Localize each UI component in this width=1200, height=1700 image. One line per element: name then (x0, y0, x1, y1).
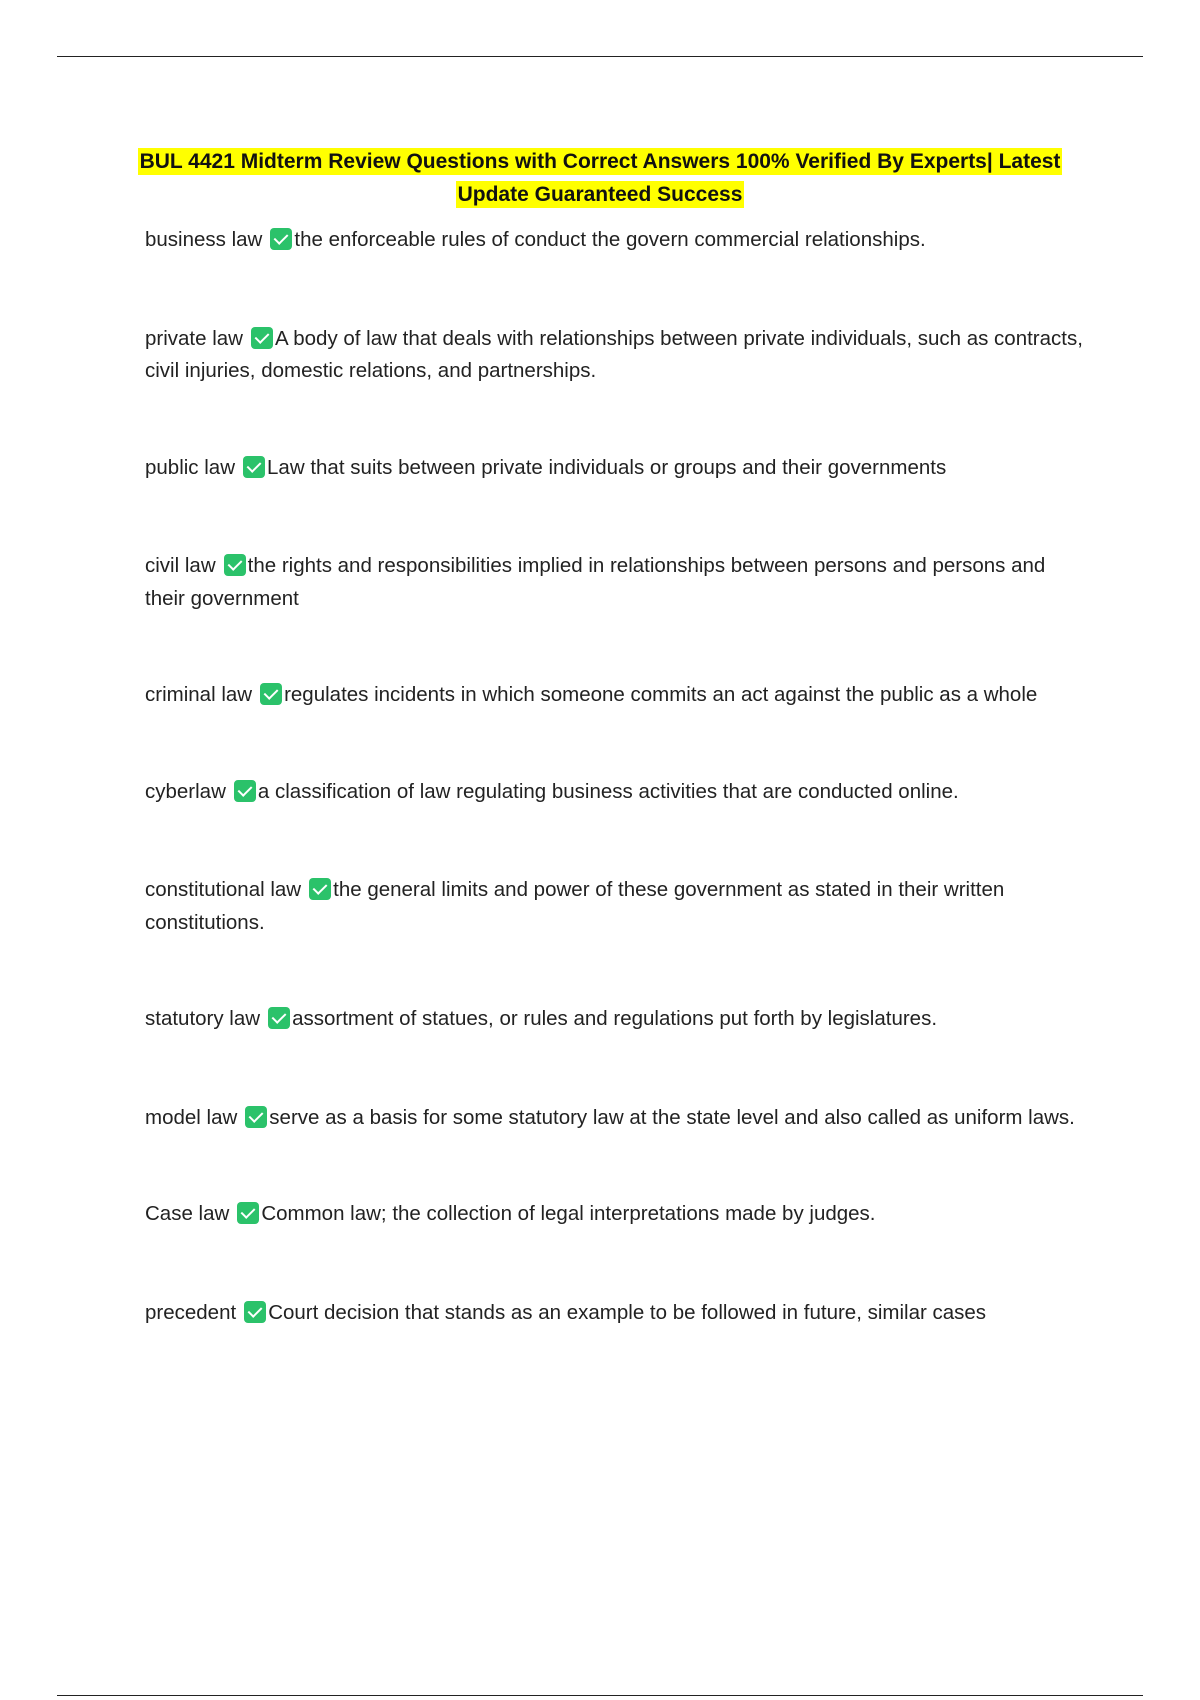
entry-definition: Common law; the collection of legal interpretations made by judges. (261, 1202, 876, 1225)
check-icon (234, 780, 256, 802)
qa-entry-public-law (145, 452, 1090, 485)
qa-entry-criminal-law (145, 679, 1090, 712)
qa-entry-precedent (145, 1297, 1090, 1330)
title-highlight: BUL 4421 Midterm Review Questions with Correct Answers 100% Verified By Experts| Latest Update Guaranteed Success (139, 150, 1061, 206)
qa-entry-private-law (145, 323, 1090, 388)
entry-definition: the rights and responsibilities implied in relationships between persons and persons and their government (145, 554, 1046, 610)
entry-definition: serve as a basis for some statutory law at the state level and also called as uniform laws. (269, 1105, 1075, 1129)
entry-definition: assortment of statues, or rules and regulations put forth by legislatures. (292, 1007, 938, 1030)
entry-term: constitutional law (145, 878, 302, 901)
bottom-divider (57, 1695, 1143, 1696)
entry-definition: A body of law that deals with relationships between private individuals, such as contracts, civil injuries, domestic relations, and partnerships. (145, 326, 1083, 382)
qa-list (145, 224, 1090, 1395)
check-icon (224, 554, 246, 576)
check-icon (244, 1301, 266, 1323)
check-icon (270, 228, 292, 250)
qa-entry-cyberlaw (145, 776, 1090, 809)
entry-definition: the general limits and power of these government as stated in their written constitutions. (145, 878, 1005, 934)
entry-definition: the enforceable rules of conduct the govern commercial relationships. (294, 228, 926, 251)
entry-term: Case law (145, 1202, 230, 1225)
entry-definition: Court decision that stands as an example to be followed in future, similar cases (268, 1300, 987, 1324)
entry-term: private law (145, 326, 243, 350)
check-icon (260, 683, 282, 705)
entry-term: business law (145, 228, 263, 251)
check-icon (268, 1007, 290, 1029)
qa-entry-business-law (145, 224, 1090, 257)
document-title (130, 145, 1070, 211)
check-icon (309, 878, 331, 900)
entry-term: model law (145, 1105, 238, 1129)
entry-term: precedent (145, 1300, 237, 1324)
qa-entry-case-law (145, 1198, 1090, 1231)
check-icon (237, 1202, 259, 1224)
entry-term: civil law (145, 554, 216, 577)
entry-term: criminal law (145, 683, 253, 706)
entry-term: statutory law (145, 1007, 261, 1030)
entry-term: cyberlaw (145, 779, 226, 803)
check-icon (245, 1106, 267, 1128)
entry-term: public law (145, 455, 236, 479)
qa-entry-civil-law (145, 550, 1090, 615)
check-icon (251, 327, 273, 349)
qa-entry-constitutional-law (145, 874, 1090, 939)
entry-definition: regulates incidents in which someone commits an act against the public as a whole (284, 683, 1038, 706)
qa-entry-model-law (145, 1102, 1090, 1135)
check-icon (243, 456, 265, 478)
qa-entry-statutory-law (145, 1003, 1090, 1036)
entry-definition: Law that suits between private individuals or groups and their governments (267, 455, 947, 479)
entry-definition: a classification of law regulating business activities that are conducted online. (257, 779, 959, 803)
top-divider (57, 56, 1143, 57)
